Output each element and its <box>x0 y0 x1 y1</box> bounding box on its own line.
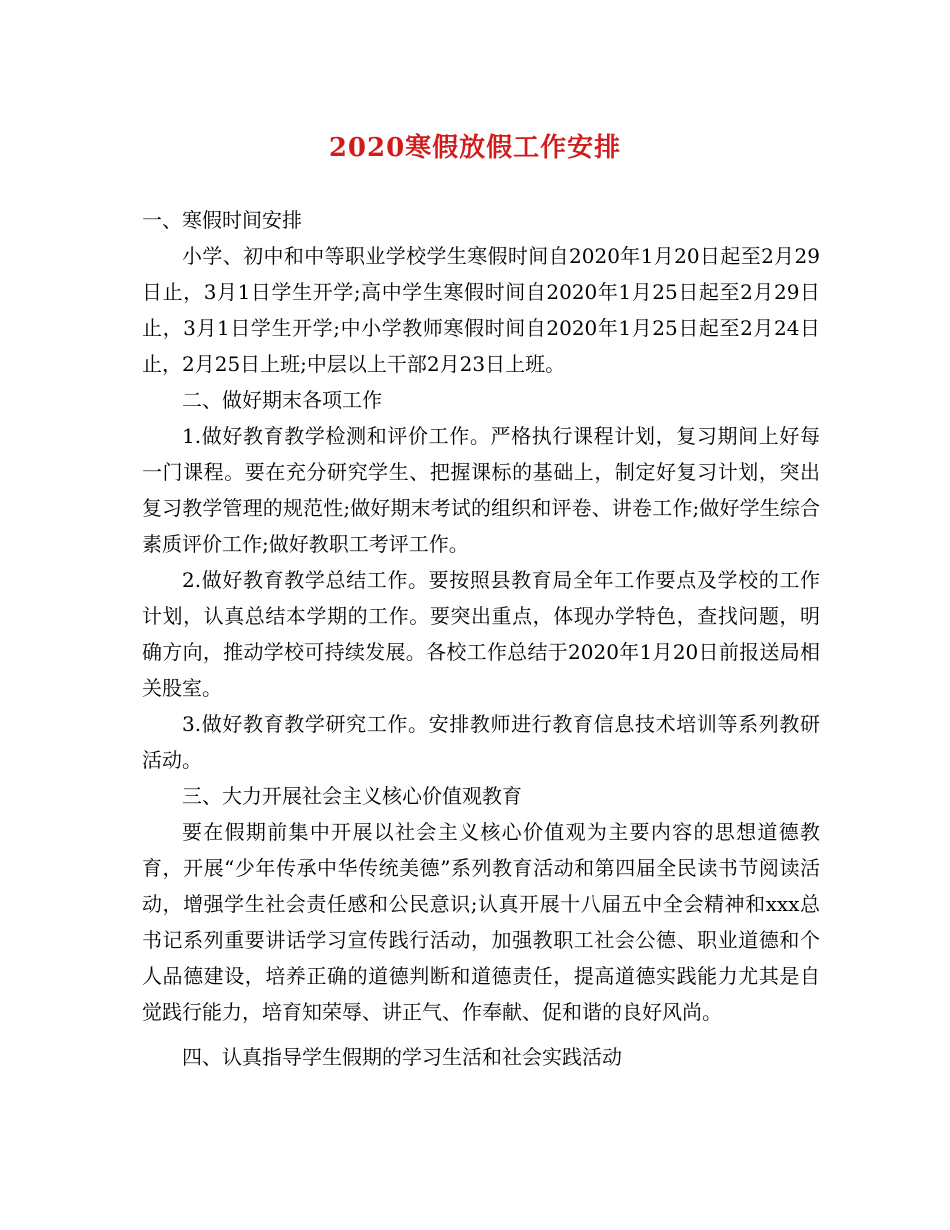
paragraph-holiday-schedule: 小学、初中和中等职业学校学生寒假时间自2020年1月20日起至2月29日止，3月1日学生开学;高中学生寒假时间自2020年1月25日起至2月29日止，3月1日学生开学;中小学教师寒假时间自2020年1月25日起至2月24日止，2月25日上班;中层以上干部2月23日上班。 <box>142 244 820 376</box>
section-heading-4: 四、认真指导学生假期的学习生活和社会实践活动 <box>182 1045 622 1069</box>
paragraph-item-3: 3.做好教育教学研究工作。安排教师进行教育信息技术培训等系列教研活动。 <box>142 712 820 772</box>
paragraph-item-1: 1.做好教育教学检测和评价工作。严格执行课程计划，复习期间上好每一门课程。要在充分研究学生、把握课标的基础上，制定好复习计划，突出复习教学管理的规范性;做好期末考试的组织和评卷、讲卷工作;做好学生综合素质评价工作;做好教职工考评工作。 <box>142 424 820 556</box>
section-heading-3: 三、大力开展社会主义核心价值观教育 <box>182 784 522 808</box>
section-heading-1: 一、寒假时间安排 <box>142 208 302 232</box>
document-title: 2020寒假放假工作安排 <box>328 133 622 163</box>
section-heading-2: 二、做好期末各项工作 <box>182 388 382 412</box>
paragraph-values-education: 要在假期前集中开展以社会主义核心价值观为主要内容的思想道德教育，开展“少年传承中华传统美德”系列教育活动和第四届全民读书节阅读活动，增强学生社会责任感和公民意识;认真开展十八届五中全会精神和xxx总书记系列重要讲话学习宣传践行活动，加强教职工社会公德、职业道德和个人品德建设，培养正确的道德判断和道德责任，提高道德实践能力尤其是自觉践行能力，培育知荣辱、讲正气、作奉献、促和谐的良好风尚。 <box>142 820 820 1024</box>
paragraph-item-2: 2.做好教育教学总结工作。要按照县教育局全年工作要点及学校的工作计划，认真总结本学期的工作。要突出重点，体现办学特色，查找问题，明确方向，推动学校可持续发展。各校工作总结于2020年1月20日前报送局相关股室。 <box>142 568 820 700</box>
document-body <box>142 202 820 1075</box>
